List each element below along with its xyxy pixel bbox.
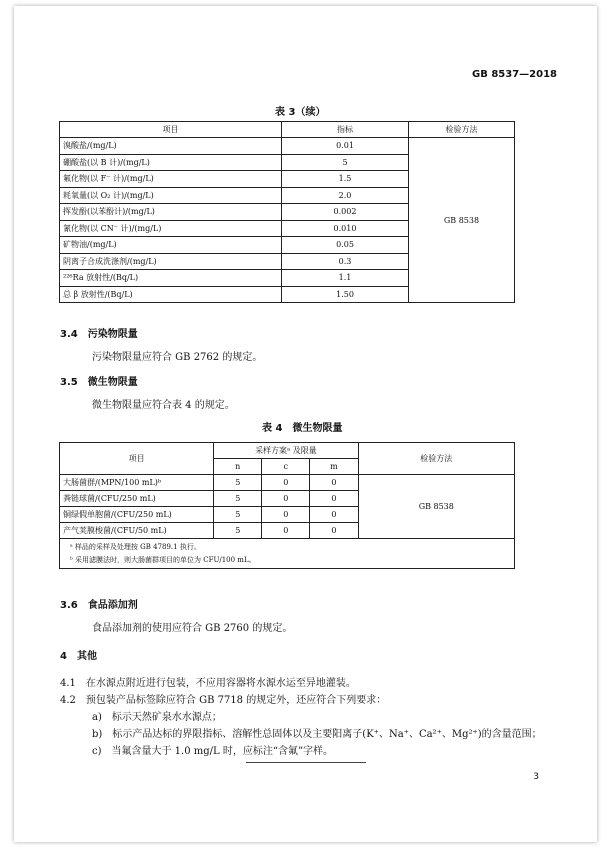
row-item: 大肠菌群/(MPN/100 mL)ᵇ — [60, 475, 214, 491]
table-row — [60, 475, 515, 491]
col-m: m — [310, 459, 358, 475]
row-value: 1.50 — [282, 286, 409, 303]
row-item: 硼酸盐(以 B 计)/(mg/L) — [60, 154, 282, 171]
row-n: 5 — [214, 507, 262, 523]
table4 — [59, 442, 515, 569]
row-item: 总 β 放射性/(Bq/L) — [60, 286, 282, 303]
row-c: 0 — [262, 475, 310, 491]
row-item: 氰化物(以 CN⁻ 计)/(mg/L) — [60, 220, 282, 237]
row-m: 0 — [310, 523, 358, 539]
table4-notes-row — [60, 539, 515, 569]
row-item: 矿物油/(mg/L) — [60, 237, 282, 254]
col-c: c — [262, 459, 310, 475]
row-item: ²²⁶Ra 放射性/(Bq/L) — [60, 270, 282, 287]
row-m: 0 — [310, 507, 358, 523]
method-cell: GB 8538 — [358, 475, 514, 539]
table3-caption: 表 3（续） — [275, 107, 326, 118]
end-rule — [246, 762, 366, 763]
clause-4-1: 4.1 在水源点附近进行包装，不应用容器将水源水运至异地灌装。 — [60, 678, 356, 689]
row-value: 0.3 — [282, 253, 409, 270]
row-item: 耗氧量(以 O₂ 计)/(mg/L) — [60, 187, 282, 204]
row-value: 0.05 — [282, 237, 409, 254]
row-value: 5 — [282, 154, 409, 171]
table-row — [60, 138, 515, 155]
section-3-4-text: 污染物限量应符合 GB 2762 的规定。 — [92, 352, 263, 363]
table3 — [59, 121, 515, 303]
row-m: 0 — [310, 491, 358, 507]
col-indicator: 指标 — [282, 122, 409, 138]
row-value: 2.0 — [282, 187, 409, 204]
row-n: 5 — [214, 523, 262, 539]
row-item: 产气荚膜梭菌/(CFU/50 mL) — [60, 523, 214, 539]
row-value: 0.01 — [282, 138, 409, 155]
row-value: 0.010 — [282, 220, 409, 237]
col-method: 检验方法 — [358, 443, 514, 475]
row-m: 0 — [310, 475, 358, 491]
row-value: 1.1 — [282, 270, 409, 287]
row-value: 1.5 — [282, 171, 409, 188]
clause-4-2-a: a) 标示天然矿泉水水源点； — [92, 712, 222, 723]
table4-caption: 表 4 微生物限量 — [262, 423, 343, 434]
section-3-5-text: 微生物限量应符合表 4 的规定。 — [92, 400, 235, 411]
row-item: 溴酸盐/(mg/L) — [60, 138, 282, 155]
page-number: 3 — [533, 772, 539, 782]
row-n: 5 — [214, 475, 262, 491]
table4-notes — [60, 539, 515, 569]
section-3-6-text: 食品添加剂的使用应符合 GB 2760 的规定。 — [92, 623, 293, 634]
section-3-5-heading: 3.5 微生物限量 — [60, 377, 138, 388]
row-n: 5 — [214, 491, 262, 507]
row-item: 铜绿假单胞菌/(CFU/250 mL) — [60, 507, 214, 523]
col-item: 项目 — [60, 443, 214, 475]
row-item: 阴离子合成洗涤剂/(mg/L) — [60, 253, 282, 270]
table4-header-row — [60, 443, 515, 459]
col-method: 检验方法 — [409, 122, 515, 138]
col-item: 项目 — [60, 122, 282, 138]
row-c: 0 — [262, 491, 310, 507]
clause-4-2-b: b) 标示产品达标的界限指标、溶解性总固体以及主要阳离子(K⁺、Na⁺、Ca²⁺、Mg²⁺)的含量范围； — [92, 729, 542, 740]
note-b: ᵇ 采用滤膜法时，则大肠菌群项目的单位为 CFU/100 mL。 — [70, 556, 256, 564]
row-c: 0 — [262, 507, 310, 523]
row-item: 氟化物(以 F⁻ 计)/(mg/L) — [60, 171, 282, 188]
section-3-4-heading: 3.4 污染物限量 — [60, 329, 138, 340]
row-c: 0 — [262, 523, 310, 539]
note-a: ᵃ 样品的采样及处理按 GB 4789.1 执行。 — [70, 543, 201, 551]
row-item: 粪链球菌/(CFU/250 mL) — [60, 491, 214, 507]
col-n: n — [214, 459, 262, 475]
standard-number: GB 8537—2018 — [472, 69, 557, 80]
section-3-6-heading: 3.6 食品添加剂 — [60, 600, 138, 611]
row-value: 0.002 — [282, 204, 409, 221]
clause-4-2: 4.2 预包装产品标签除应符合 GB 7718 的规定外，还应符合下列要求： — [60, 695, 387, 706]
col-sampling-plan: 采样方案ᵃ 及限量 — [214, 443, 358, 459]
row-item: 挥发酚(以苯酚计)/(mg/L) — [60, 204, 282, 221]
section-4-heading: 4 其他 — [60, 651, 97, 662]
table3-header-row — [60, 122, 515, 138]
clause-4-2-c: c) 当氟含量大于 1.0 mg/L 时，应标注“含氟”字样。 — [92, 746, 334, 757]
method-cell: GB 8538 — [409, 138, 515, 303]
